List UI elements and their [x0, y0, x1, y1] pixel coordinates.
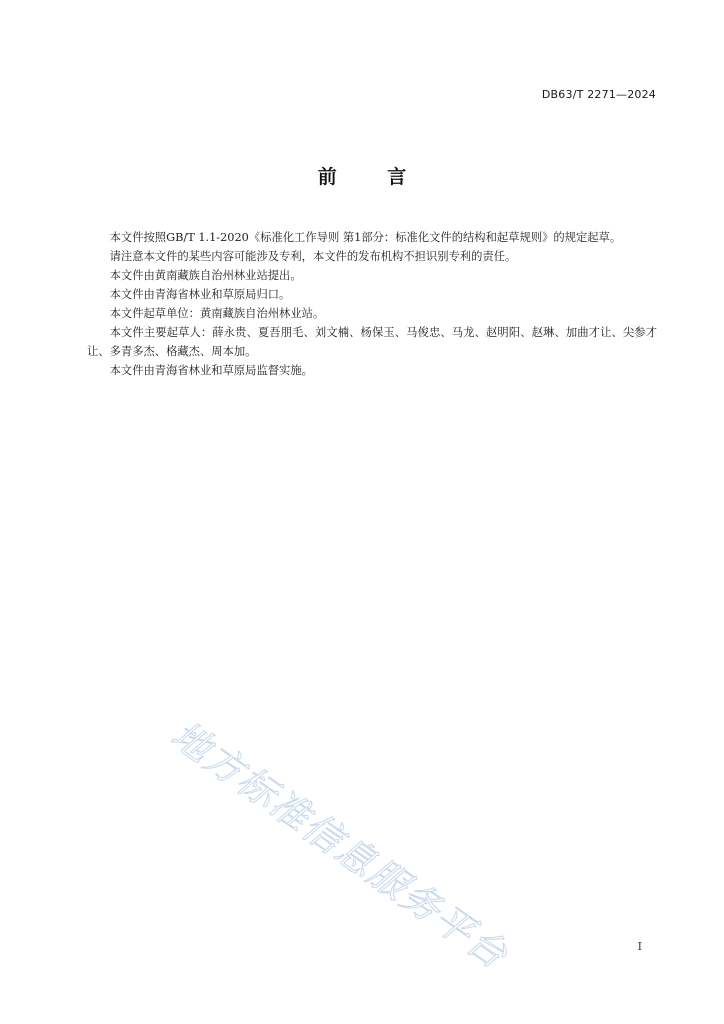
paragraph-proposer: 本文件由黄南藏族自治州林业站提出。: [109, 269, 302, 282]
paragraph-drafting-rules: 本文件按照GB/T 1.1-2020《标准化工作导则 第1部分：标准化文件的结构和起草规则》的规定起草。: [109, 231, 622, 244]
paragraph-drafters: 本文件主要起草人：薛永贵、夏吾朋毛、刘文楠、杨保玉、马俊忠、马龙、赵明阳、赵琳、加曲才让、尖参才让、多青多杰、格藏杰、周本加。: [87, 326, 657, 358]
paragraph-patent-notice: 请注意本文件的某些内容可能涉及专利，本文件的发布机构不担识别专利的责任。: [109, 250, 517, 263]
platform-watermark: 地方标准信息服务平台: [163, 712, 517, 978]
paragraph-supervisor: 本文件由青海省林业和草原局监督实施。: [109, 364, 313, 377]
foreword-body: [87, 228, 657, 380]
document-code: DB63/T 2271—2024: [541, 88, 656, 101]
paragraph-drafting-unit: 本文件起草单位：黄南藏族自治州林业站。: [109, 307, 325, 320]
page-number: I: [637, 940, 642, 953]
page-title: 前 言: [317, 166, 429, 188]
paragraph-administrator: 本文件由青海省林业和草原局归口。: [109, 288, 291, 301]
